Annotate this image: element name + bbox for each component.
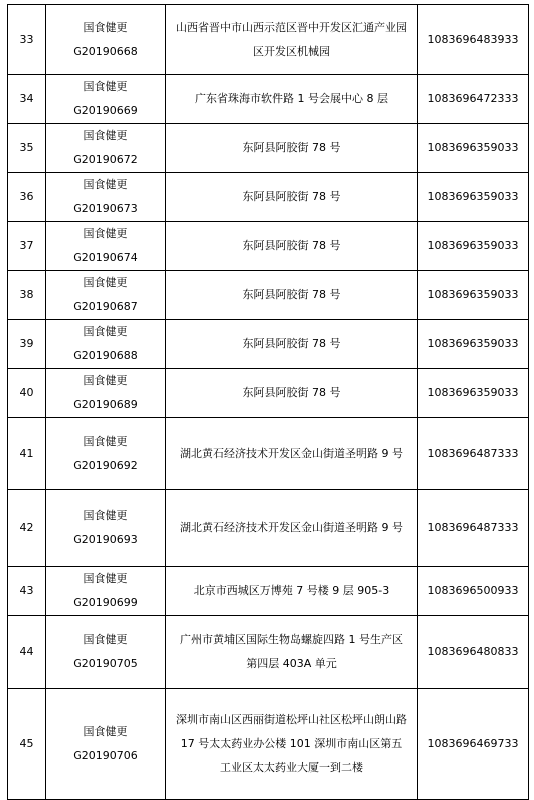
- table-row: [8, 418, 529, 490]
- address-cell: 东阿县阿胶街 78 号: [166, 173, 418, 222]
- code-cell: 1083696472333: [418, 75, 529, 124]
- code-cell: 1083696359033: [418, 222, 529, 271]
- license-number: 国食健更 G20190669: [46, 75, 166, 124]
- license-number: 国食健更 G20190699: [46, 567, 166, 616]
- row-number: 33: [8, 5, 46, 75]
- table-row: [8, 320, 529, 369]
- address-cell: 广东省珠海市软件路 1 号会展中心 8 层: [166, 75, 418, 124]
- address-cell: 湖北黄石经济技术开发区金山街道圣明路 9 号: [166, 418, 418, 490]
- address-cell: 湖北黄石经济技术开发区金山街道圣明路 9 号: [166, 490, 418, 567]
- row-number: 40: [8, 369, 46, 418]
- table-body: [8, 5, 529, 800]
- row-number: 39: [8, 320, 46, 369]
- table-row: [8, 490, 529, 567]
- table-row: [8, 75, 529, 124]
- address-cell: 山西省晋中市山西示范区晋中开发区汇通产业园区开发区机械园: [166, 5, 418, 75]
- code-cell: 1083696359033: [418, 124, 529, 173]
- code-cell: 1083696483933: [418, 5, 529, 75]
- table-row: [8, 124, 529, 173]
- row-number: 45: [8, 689, 46, 800]
- row-number: 35: [8, 124, 46, 173]
- code-cell: 1083696500933: [418, 567, 529, 616]
- license-number: 国食健更 G20190693: [46, 490, 166, 567]
- code-cell: 1083696469733: [418, 689, 529, 800]
- row-number: 44: [8, 616, 46, 689]
- row-number: 42: [8, 490, 46, 567]
- table-row: [8, 616, 529, 689]
- code-cell: 1083696359033: [418, 369, 529, 418]
- code-cell: 1083696487333: [418, 418, 529, 490]
- license-number: 国食健更 G20190706: [46, 689, 166, 800]
- license-number: 国食健更 G20190689: [46, 369, 166, 418]
- table-row: [8, 271, 529, 320]
- code-cell: 1083696487333: [418, 490, 529, 567]
- address-cell: 东阿县阿胶街 78 号: [166, 271, 418, 320]
- registration-table: [7, 4, 529, 800]
- code-cell: 1083696359033: [418, 320, 529, 369]
- license-number: 国食健更 G20190668: [46, 5, 166, 75]
- address-cell: 东阿县阿胶街 78 号: [166, 124, 418, 173]
- address-cell: 东阿县阿胶街 78 号: [166, 320, 418, 369]
- address-cell: 北京市西城区万博苑 7 号楼 9 层 905-3: [166, 567, 418, 616]
- table-row: [8, 222, 529, 271]
- code-cell: 1083696359033: [418, 173, 529, 222]
- row-number: 43: [8, 567, 46, 616]
- license-number: 国食健更 G20190705: [46, 616, 166, 689]
- table-row: [8, 567, 529, 616]
- license-number: 国食健更 G20190672: [46, 124, 166, 173]
- license-number: 国食健更 G20190674: [46, 222, 166, 271]
- license-number: 国食健更 G20190687: [46, 271, 166, 320]
- license-number: 国食健更 G20190688: [46, 320, 166, 369]
- license-number: 国食健更 G20190692: [46, 418, 166, 490]
- row-number: 34: [8, 75, 46, 124]
- address-cell: 深圳市南山区西丽街道松坪山社区松坪山朗山路 17 号太太药业办公楼 101 深圳市南山区第五工业区太太药业大厦一到二楼: [166, 689, 418, 800]
- row-number: 37: [8, 222, 46, 271]
- table-row: [8, 689, 529, 800]
- row-number: 41: [8, 418, 46, 490]
- table-row: [8, 173, 529, 222]
- code-cell: 1083696480833: [418, 616, 529, 689]
- address-cell: 东阿县阿胶街 78 号: [166, 222, 418, 271]
- table-row: [8, 5, 529, 75]
- table-row: [8, 369, 529, 418]
- row-number: 36: [8, 173, 46, 222]
- address-cell: 东阿县阿胶街 78 号: [166, 369, 418, 418]
- row-number: 38: [8, 271, 46, 320]
- code-cell: 1083696359033: [418, 271, 529, 320]
- license-number: 国食健更 G20190673: [46, 173, 166, 222]
- address-cell: 广州市黄埔区国际生物岛螺旋四路 1 号生产区第四层 403A 单元: [166, 616, 418, 689]
